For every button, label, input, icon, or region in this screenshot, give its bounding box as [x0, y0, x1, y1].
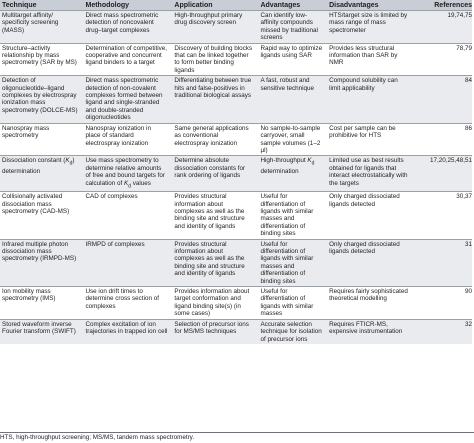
- technique-cell: Dissociation constant $(K_d)$ determination: [0, 156, 81, 192]
- methodology-cell: Nanospray ionization in place of standard electrospray ionization: [81, 123, 170, 156]
- column-header: Advantages: [256, 0, 325, 11]
- column-header: Application: [170, 0, 256, 11]
- table-row: [0, 76, 472, 123]
- application-cell: Provides structural information about complexes as well as the binding site and structure and identity of ligands: [170, 239, 256, 286]
- table-row: [0, 239, 472, 286]
- table-row: [0, 156, 472, 192]
- advantages-cell: Accurate selection technique for isolation of precursor ions: [256, 319, 325, 344]
- disadvantages-cell: Limited use as best results obtained for ligands that interact electrostatically with the targets: [325, 156, 411, 192]
- advantages-cell: Rapid way to optimize ligands using SAR: [256, 43, 325, 76]
- column-header: Methodology: [81, 0, 170, 11]
- methodology-cell: CAD of complexes: [81, 192, 170, 239]
- disadvantages-cell: HTS/target size is limited by mass range of mass spectrometer: [325, 11, 411, 44]
- methodology-cell: Use mass spectrometry to determine relative amounts of free and bound targets for calculation of $K_d$ values: [81, 156, 170, 192]
- application-cell: Differentiating between true hits and false-positives in traditional biological assays: [170, 76, 256, 123]
- table-row: [0, 11, 472, 44]
- advantages-cell: Useful for differentiation of ligands with similar masses and differentiation of binding sites: [256, 239, 325, 286]
- advantages-cell: Useful for differentiation of ligands with similar masses and differentiation of binding sites: [256, 192, 325, 239]
- column-header: Disadvantages: [325, 0, 411, 11]
- column-header: Technique: [0, 0, 81, 11]
- header-row: [0, 0, 472, 11]
- technique-cell: Detection of oligonucleotide–ligand complexes by electrospray ionization mass spectrometry (DOLCE-MS): [0, 76, 81, 123]
- advantages-cell: High-throughput $K_d$ determination: [256, 156, 325, 192]
- disadvantages-cell: Only charged dissociated ligands detected: [325, 192, 411, 239]
- table-row: [0, 123, 472, 156]
- technique-cell: Nanospray mass spectrometry: [0, 123, 81, 156]
- methodology-cell: Direct mass spectrometric detection of noncovalent drug–target complexes: [81, 11, 170, 44]
- references-cell: 86: [411, 123, 472, 156]
- references-cell: 30,37: [411, 192, 472, 239]
- table-row: [0, 287, 472, 320]
- methodology-cell: IRMPD of complexes: [81, 239, 170, 286]
- table-row: [0, 319, 472, 344]
- advantages-cell: No sample-to-sample carryover, small sample volumes (1–2 µl): [256, 123, 325, 156]
- technique-cell: Collisionally activated dissociation mass spectrometry (CAD-MS): [0, 192, 81, 239]
- application-cell: Determine absolute dissociation constants for rank ordering of ligands: [170, 156, 256, 192]
- references-cell: 17,20,25,48,51: [411, 156, 472, 192]
- technique-cell: Stored waveform inverse Fourier transform (SWIFT): [0, 319, 81, 344]
- application-cell: Provides information about target conformation and ligand binding site(s) (in some cases): [170, 287, 256, 320]
- column-header: References: [411, 0, 472, 11]
- references-cell: 90: [411, 287, 472, 320]
- technique-cell: Multitarget affinity/ specificity screening (MASS): [0, 11, 81, 44]
- methodology-cell: Use ion drift times to determine cross section of complexes: [81, 287, 170, 320]
- advantages-cell: Useful for differentiation of ligands with similar masses: [256, 287, 325, 320]
- methodology-cell: Direct mass spectrometric detection of non-covalent complexes formed between ligand and single-stranded and double-stranded oligonucleotides: [81, 76, 170, 123]
- technique-cell: Ion mobility mass spectrometry (IMS): [0, 287, 81, 320]
- references-cell: 84: [411, 76, 472, 123]
- references-cell: 78,79: [411, 43, 472, 76]
- references-cell: 19,74,75: [411, 11, 472, 44]
- disadvantages-cell: Compound solubility can limit applicability: [325, 76, 411, 123]
- application-cell: Provides structural information about complexes as well as the binding site and structure and identity of ligands: [170, 192, 256, 239]
- methodology-cell: Determination of competitive, cooperative and concurrent ligand binders to a target: [81, 43, 170, 76]
- references-cell: 32: [411, 319, 472, 344]
- disadvantages-cell: Provides less structural information than SAR by NMR: [325, 43, 411, 76]
- technique-cell: Structure–activity relationship by mass spectrometry (SAR by MS): [0, 43, 81, 76]
- advantages-cell: A fast, robust and sensitive technique: [256, 76, 325, 123]
- application-cell: High-throughput primary drug discovery screen: [170, 11, 256, 44]
- table-footnote: HTS, high-throughput screening; MS/MS, tandem mass spectrometry.: [0, 432, 474, 442]
- table-row: [0, 192, 472, 239]
- application-cell: Same general applications as conventional electrospray ionization: [170, 123, 256, 156]
- application-cell: Discovery of building blocks that can be linked together to form better binding ligands: [170, 43, 256, 76]
- disadvantages-cell: Cost per sample can be prohibitive for HTS: [325, 123, 411, 156]
- application-cell: Selection of precursor ions for MS/MS techniques: [170, 319, 256, 344]
- disadvantages-cell: Requires fairly sophisticated theoretical modelling: [325, 287, 411, 320]
- advantages-cell: Can identify low-affinity compounds missed by traditional screens: [256, 11, 325, 44]
- disadvantages-cell: Only charged dissociated ligands detected: [325, 239, 411, 286]
- table-row: [0, 43, 472, 76]
- references-cell: 31: [411, 239, 472, 286]
- disadvantages-cell: Requires FTICR-MS, expensive instrumentation: [325, 319, 411, 344]
- methodology-cell: Complex excitation of ion trajectories in trapped ion cell: [81, 319, 170, 344]
- technique-cell: Infrared multiple photon dissociation mass spectrometry (IRMPD-MS): [0, 239, 81, 286]
